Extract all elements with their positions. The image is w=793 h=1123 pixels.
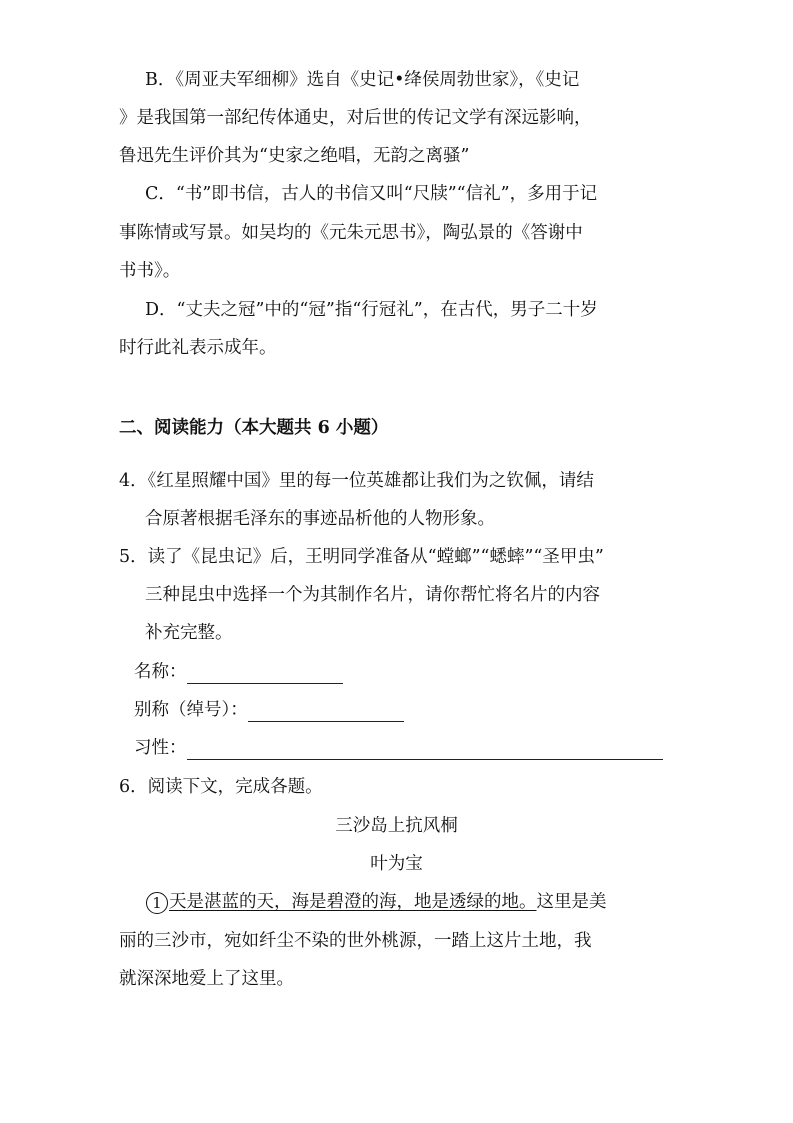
card-field-alias <box>134 698 404 722</box>
card-field-habit-blank[interactable] <box>187 741 663 760</box>
paragraph-number: 1 <box>146 892 168 914</box>
option-d-line-1: D．“丈夫之冠”中的“冠”指“行冠礼”，在古代，男子二十岁 <box>145 300 598 320</box>
card-field-alias-blank[interactable] <box>248 703 404 722</box>
paragraph-1-line-1 <box>146 890 607 914</box>
card-field-name-blank[interactable] <box>187 665 343 684</box>
article-author: 叶为宝 <box>370 854 423 874</box>
question-6-line-1: 6．阅读下文，完成各题。 <box>119 777 323 797</box>
option-b-line-1: B．《周亚夫军细柳》选自《史记•绛侯周勃世家》，《史记 <box>145 70 580 90</box>
article-title: 三沙岛上抗风桐 <box>335 816 458 836</box>
card-field-alias-label: 别称（绰号）： <box>134 700 248 720</box>
option-c-line-2: 事陈情或写景。如吴均的《元朱元思书》，陶弘景的《答谢中 <box>119 223 583 243</box>
card-field-name <box>134 660 343 684</box>
option-c-line-3: 书书》。 <box>119 261 181 281</box>
option-d-line-2: 时行此礼表示成年。 <box>119 338 277 358</box>
question-5-line-2: 三种昆虫中选择一个为其制作名片，请你帮忙将名片的内容 <box>145 585 600 605</box>
card-field-name-label: 名称： <box>134 662 187 682</box>
section-heading: 二、阅读能力（本大题共 6 小题） <box>119 418 389 438</box>
option-b-line-2: 》是我国第一部纪传体通史，对后世的传记文学有深远影响， <box>119 108 592 128</box>
question-4-line-2: 合原著根据毛泽东的事迹品析他的人物形象。 <box>145 509 495 529</box>
paragraph-1-rest: 这里是美 <box>536 892 607 912</box>
question-4-line-1: 4．《红星照耀中国》里的每一位英雄都让我们为之钦佩，请结 <box>119 471 594 491</box>
underlined-sentence: 天是湛蓝的天，海是碧澄的海，地是透绿的地。 <box>169 892 537 912</box>
option-b-line-3: 鲁迅先生评价其为“史家之绝唱，无韵之离骚” <box>119 146 470 166</box>
option-c-line-1: C．“书”即书信，古人的书信又叫“尺牍”“信礼”，多用于记 <box>145 184 598 204</box>
card-field-habit <box>134 736 663 760</box>
paragraph-1-line-3: 就深深地爱上了这里。 <box>119 969 294 989</box>
card-field-habit-label: 习性： <box>134 738 187 758</box>
paragraph-1-line-2: 丽的三沙市，宛如纤尘不染的世外桃源，一踏上这片土地，我 <box>119 931 592 951</box>
question-5-line-3: 补充完整。 <box>145 623 233 643</box>
question-5-line-1: 5．读了《昆虫记》后，王明同学准备从“螳螂”“蟋蟀”“圣甲虫” <box>119 547 604 567</box>
